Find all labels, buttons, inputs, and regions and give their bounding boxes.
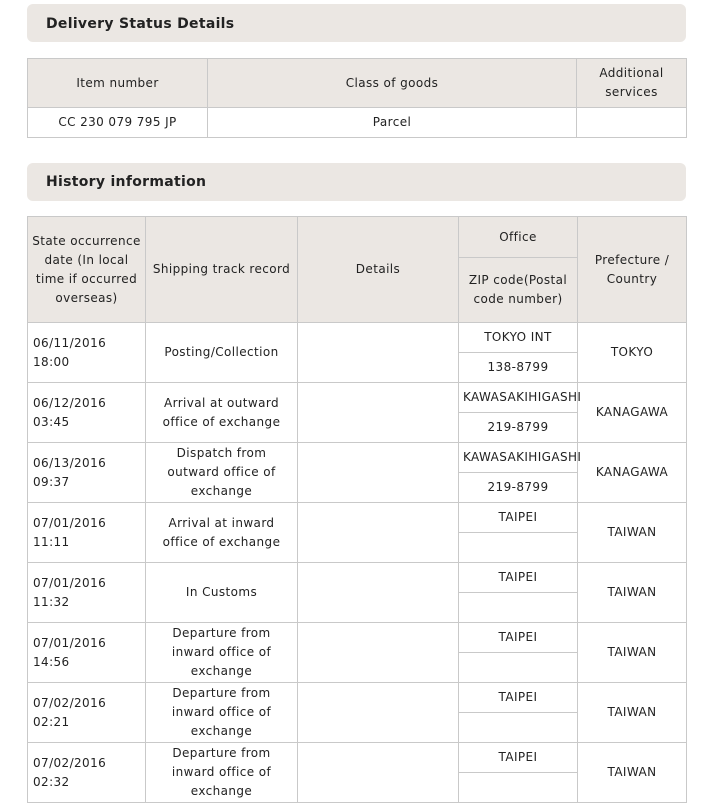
details-cell <box>298 683 459 743</box>
table-header-row <box>28 217 687 258</box>
table-row <box>28 563 687 593</box>
date-cell: 07/01/2016 14:56 <box>28 623 146 683</box>
date-cell: 07/02/2016 02:32 <box>28 743 146 803</box>
table-row <box>28 743 687 773</box>
delivery-status-heading: Delivery Status Details <box>27 4 686 42</box>
prefecture-cell: TAIWAN <box>578 683 687 743</box>
class-of-goods-header: Class of goods <box>208 59 577 108</box>
additional-services-cell <box>577 108 687 138</box>
office-cell: TAIPEI <box>459 623 578 653</box>
prefecture-header: Prefecture / Country <box>578 217 687 323</box>
zip-cell: 219-8799 <box>459 473 578 503</box>
details-cell <box>298 383 459 443</box>
date-header: State occurrence date (In local time if occurred overseas) <box>28 217 146 323</box>
office-header: Office <box>459 217 578 258</box>
class-of-goods-cell: Parcel <box>208 108 577 138</box>
table-row <box>28 683 687 713</box>
zip-cell: 138-8799 <box>459 353 578 383</box>
track-record-cell: Departure from inward office of exchange <box>146 623 298 683</box>
details-cell <box>298 443 459 503</box>
date-cell: 07/01/2016 11:11 <box>28 503 146 563</box>
table-row <box>28 443 687 473</box>
additional-services-header: Additional services <box>577 59 687 108</box>
details-cell <box>298 323 459 383</box>
table-row <box>28 108 687 138</box>
date-cell: 06/12/2016 03:45 <box>28 383 146 443</box>
track-record-cell: Posting/Collection <box>146 323 298 383</box>
track-record-cell: In Customs <box>146 563 298 623</box>
date-cell: 06/11/2016 18:00 <box>28 323 146 383</box>
table-row <box>28 323 687 353</box>
details-cell <box>298 563 459 623</box>
date-cell: 07/02/2016 02:21 <box>28 683 146 743</box>
track-record-cell: Arrival at inward office of exchange <box>146 503 298 563</box>
date-cell: 07/01/2016 11:32 <box>28 563 146 623</box>
prefecture-cell: TAIWAN <box>578 503 687 563</box>
item-number-header: Item number <box>28 59 208 108</box>
details-header: Details <box>298 217 459 323</box>
details-cell <box>298 503 459 563</box>
prefecture-cell: TAIWAN <box>578 743 687 803</box>
history-info-heading: History information <box>27 163 686 201</box>
details-cell <box>298 743 459 803</box>
zip-cell <box>459 713 578 743</box>
track-record-cell: Dispatch from outward office of exchange <box>146 443 298 503</box>
office-cell: KAWASAKIHIGASHI <box>459 443 578 473</box>
zip-header: ZIP code(Postal code number) <box>459 258 578 323</box>
history-table <box>27 216 687 803</box>
zip-cell: 219-8799 <box>459 413 578 443</box>
office-cell: TOKYO INT <box>459 323 578 353</box>
office-cell: TAIPEI <box>459 503 578 533</box>
office-cell: KAWASAKIHIGASHI <box>459 383 578 413</box>
table-row <box>28 503 687 533</box>
table-row <box>28 623 687 653</box>
table-row <box>28 383 687 413</box>
delivery-status-table <box>27 58 687 138</box>
track-record-header: Shipping track record <box>146 217 298 323</box>
prefecture-cell: TOKYO <box>578 323 687 383</box>
track-record-cell: Departure from inward office of exchange <box>146 743 298 803</box>
date-cell: 06/13/2016 09:37 <box>28 443 146 503</box>
office-cell: TAIPEI <box>459 743 578 773</box>
table-header-row <box>28 59 687 108</box>
zip-cell <box>459 593 578 623</box>
zip-cell <box>459 653 578 683</box>
prefecture-cell: TAIWAN <box>578 563 687 623</box>
office-cell: TAIPEI <box>459 683 578 713</box>
track-record-cell: Departure from inward office of exchange <box>146 683 298 743</box>
details-cell <box>298 623 459 683</box>
prefecture-cell: KANAGAWA <box>578 443 687 503</box>
prefecture-cell: TAIWAN <box>578 623 687 683</box>
item-number-cell: CC 230 079 795 JP <box>28 108 208 138</box>
zip-cell <box>459 533 578 563</box>
office-cell: TAIPEI <box>459 563 578 593</box>
prefecture-cell: KANAGAWA <box>578 383 687 443</box>
track-record-cell: Arrival at outward office of exchange <box>146 383 298 443</box>
zip-cell <box>459 773 578 803</box>
